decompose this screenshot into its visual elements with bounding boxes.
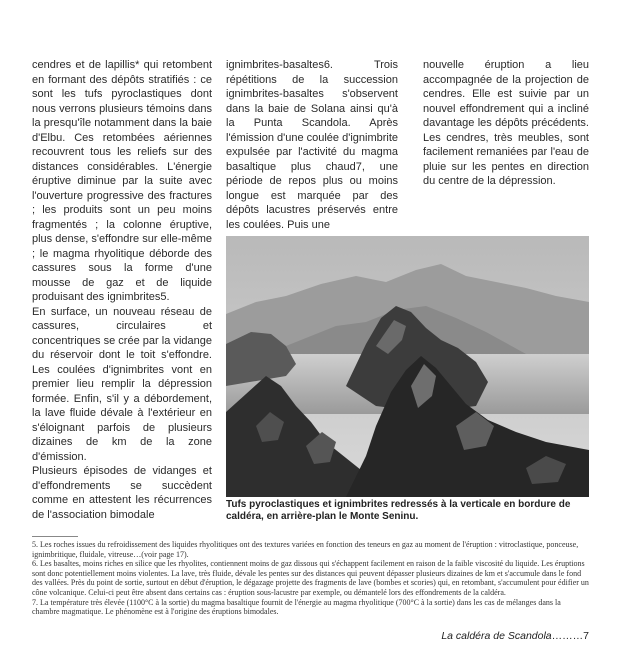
text-column-2	[226, 58, 398, 232]
footnote: 6. Les basaltes, moins riches en silice que les rhyolites, contiennent moins de gaz dissous qui s'échappent facilement en raison de la faible viscosité du liquide. Les éruptions sont donc potentiellement moins violentes. La lave, très fluide, dévale les pentes sur des distances qui peuvent dépasser plusieurs dizaines de km et s'accumule dans le fond des vallées. Près du point de sortie, surtout en début d'éruption, le dégazage projette des fragments de lave (bombes et scories) qui, en retombant, s'accumulent pour édifier un cône volcanique. Celui-ci peut être absent dans certains cas : éruption sous-lacustre par exemple, ou démantelé lors des effondrements de la caldéra.	[32, 559, 589, 597]
text-column-3	[423, 58, 589, 189]
paragraph: ignimbrites-basaltes6. Trois répétitions de la succession ignimbrites-basaltes s'observent dans la baie de Solana ainsi qu'à la Punta Scandola. Après l'émission d'une coulée d'ignimbrite expulsée par l'activité du magma basaltique plus chaud7, une période de repos plus ou moins longue est marquée par des dépôts lacustres préservés entre les coulées. Puis une	[226, 59, 399, 231]
paragraph: En surface, un nouveau réseau de cassures, circulaires et concentriques se crée par la vidange du réservoir dont le toit s'effondre. Les coulées d'ignimbrites vont en premier lieu remplir la dépression formée. Enfin, s'il y a débordement, la lave fluide dévale à l'extérieur en s'éloignant parfois de plusieurs dizaines de km de la zone d'émission.	[32, 305, 212, 463]
footer-leader: ………	[551, 630, 584, 642]
paragraph: cendres et de lapillis* qui retombent en formant des dépôts stratifiés : ce sont les tufs pyroclastiques dont nous verrons plusieurs témoins dans la presqu'île notamment dans la baie d'Elbu. Ces retombées aériennes recouvrent tous les reliefs sur des distances considérables. L'énergie éruptive diminue par la suite avec l'ouverture progressive des fractures ; les produits sont un peu moins fragmentés ; la colonne éruptive, plus dense, s'effondre sur elle-même ; le magma rhyolitique déborde des cassures sous la forme d'une mousse de gaz et de liquide produisant des ignimbrites5.	[32, 59, 212, 303]
footnote: 7. La température très élevée (1100°C à la sortie) du magma basaltique fournit de l'énergie au magma rhyolitique (700°C à la sortie) dans les cas de mélanges dans la chambre magmatique. Le phénomène est à l'origine des éruptions bimodales.	[32, 597, 561, 617]
paragraph: nouvelle éruption a lieu accompagnée de la projection de cendres. Elle est suivie par un nouvel effondrement qui a incliné davantage les dépôts précédents. Les cendres, très meubles, sont facilement remaniées par l'eau de pluie sur les pentes en direction du centre de la dépression.	[423, 59, 589, 187]
page-footer	[441, 630, 589, 642]
footnote: 5. Les roches issues du refroidissement des liquides rhyolitiques ont des textures variées en fonction des teneurs en gaz au moment de l'éruption : vitroclastique, ponceuse, ignimbritique, fluidale, vitreuse…(voir page 17).	[32, 540, 579, 559]
paragraph: Plusieurs épisodes de vidanges et d'effondrements se succèdent comme en attestent les récurrences de l'association bimodale	[32, 465, 212, 521]
footer-title: La caldéra de Scandola	[441, 630, 552, 642]
text-column-1	[32, 58, 212, 522]
landscape-photo	[226, 236, 589, 497]
page-number: 7	[583, 630, 589, 642]
footnotes	[32, 540, 590, 617]
footnote-divider	[32, 536, 78, 537]
photo-caption: Tufs pyroclastiques et ignimbrites redressés à la verticale en bordure de caldéra, en arrière-plan le Monte Seninu.	[226, 499, 571, 522]
